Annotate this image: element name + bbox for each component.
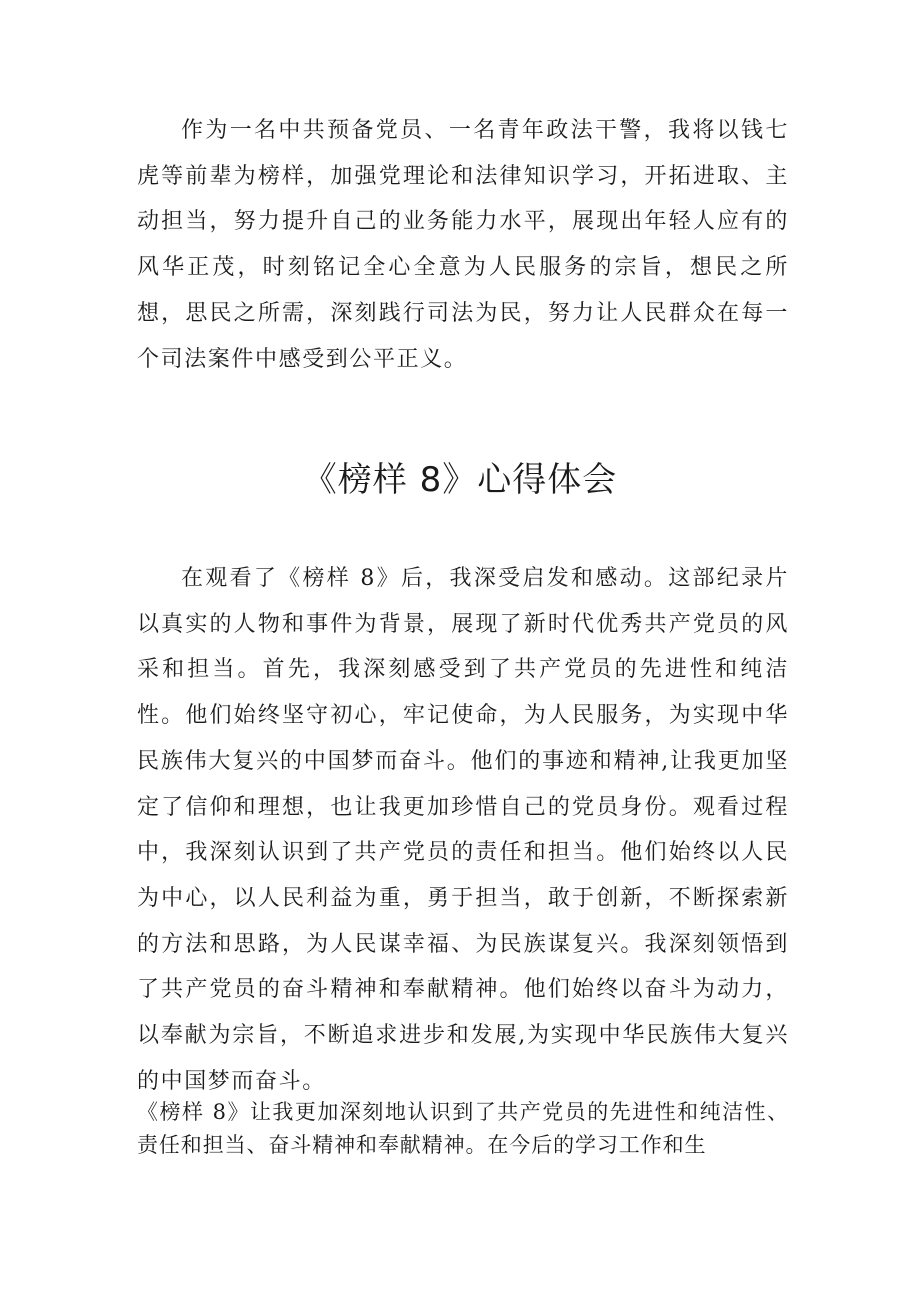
body-paragraph-reflection: 在观看了《榜样 8》后，我深受启发和感动。这部纪录片以真实的人物和事件为背景，展现了新时代优秀共产党员的风采和担当。首先，我深刻感受到了共产党员的先进性和纯洁性。他们始终坚守初心，牢记使命，为人民服务，为实现中华民族伟大复兴的中国梦而奋斗。他们的事迹和精神,让我更加坚定了信仰和理想，也让我更加珍惜自己的党员身份。观看过程中，我深刻认识到了共产党员的责任和担当。他们始终以人民为中心，以人民利益为重，勇于担当，敢于创新，不断探索新的方法和思路，为人民谋幸福、为民族谋复兴。我深刻领悟到了共产党员的奋斗精神和奉献精神。他们始终以奋斗为动力，以奉献为宗旨，不断追求进步和发展,为实现中华民族伟大复兴的中国梦而奋斗。 <box>137 566 789 1094</box>
body-paragraph-conclusion: 《榜样 8》让我更加深刻地认识到了共产党员的先进性和纯洁性、责任和担当、奋斗精神和奉献精神。在今后的学习工作和生 <box>137 1100 789 1157</box>
body-paragraph-pledge: 作为一名中共预备党员、一名青年政法干警，我将以钱七虎等前辈为榜样，加强党理论和法律知识学习，开拓进取、主动担当，努力提升自己的业务能力水平，展现出年轻人应有的风华正茂，时刻铭记全心全意为人民服务的宗旨，想民之所想，思民之所需，深刻践行司法为民，努力让人民群众在每一个司法案件中感受到公平正义。 <box>137 118 789 372</box>
section-title: 《榜样 8》心得体会 <box>302 460 618 500</box>
